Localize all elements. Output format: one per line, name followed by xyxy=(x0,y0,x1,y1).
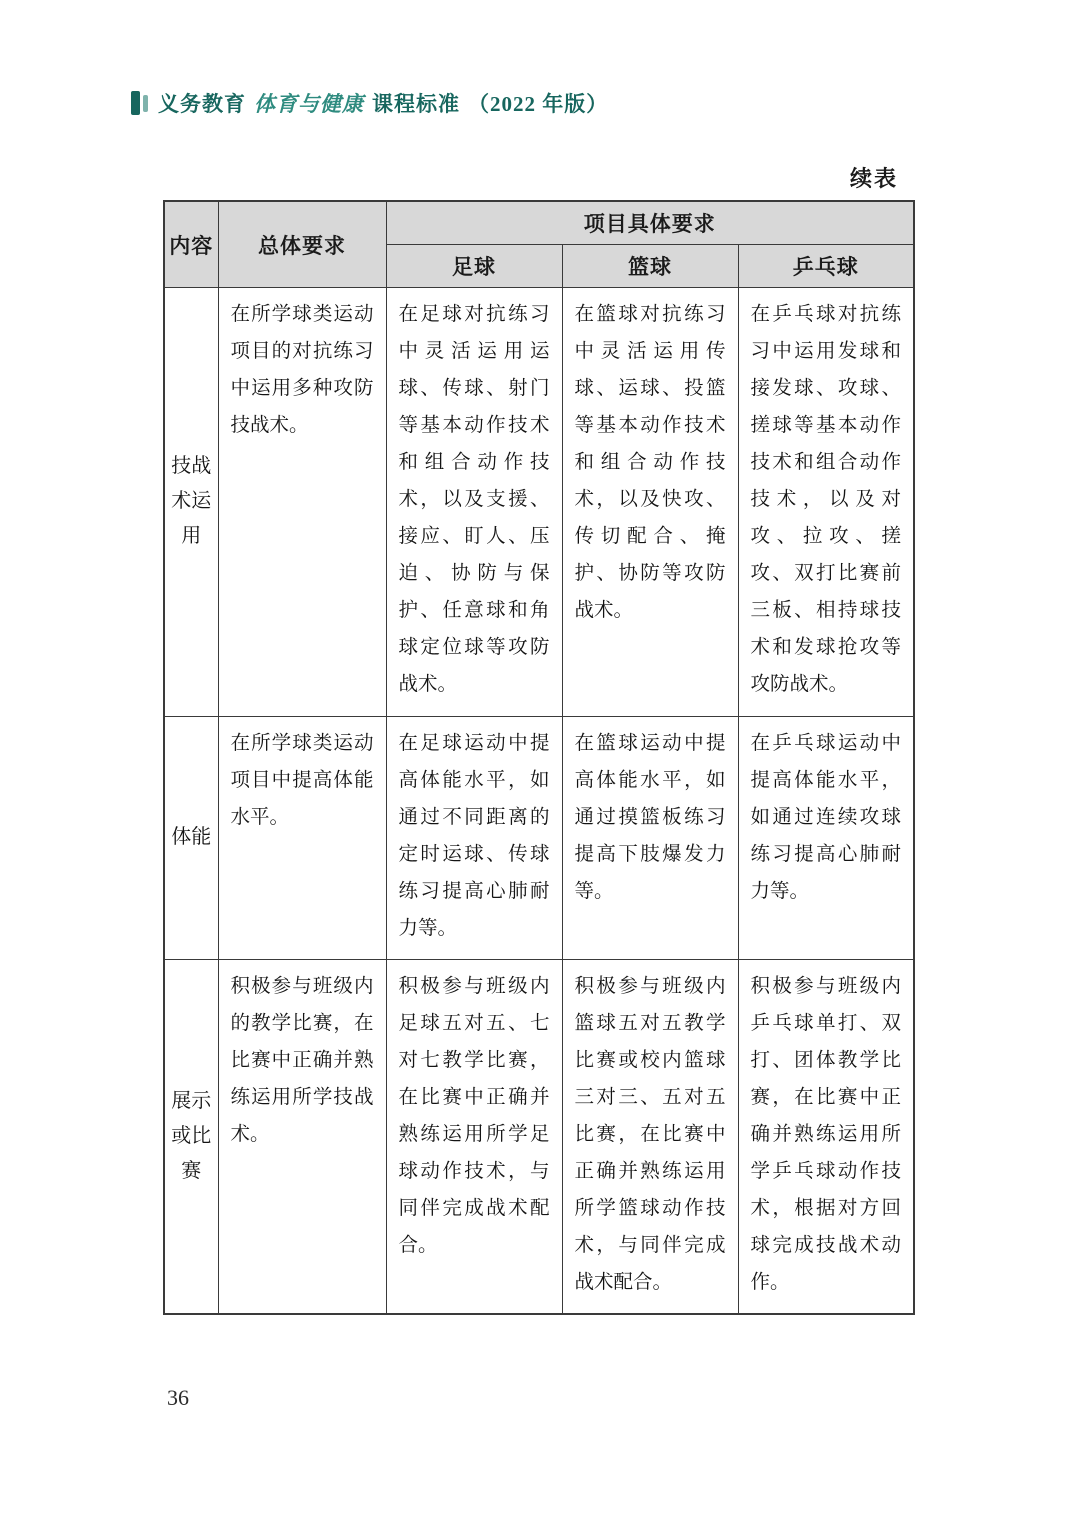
table-row-competition xyxy=(164,959,914,1314)
header-football: 足球 xyxy=(386,245,562,288)
header-suffix: 课程标准 xyxy=(372,92,460,116)
book-mark-icon xyxy=(131,91,148,115)
header-subject: 体育与健康 xyxy=(254,92,364,116)
cell-fitness-content: 体能 xyxy=(164,716,218,959)
header-prefix: 义务教育 xyxy=(158,92,246,116)
cell-tactics-overall: 在所学球类运动项目的对抗练习中运用多种攻防技战术。 xyxy=(218,288,386,717)
cell-tactics-basketball: 在篮球对抗练习中灵活运用传球、运球、投篮等基本动作技术和组合动作技术，以及快攻、传切配合、掩护、协防等攻防战术。 xyxy=(562,288,738,717)
cell-competition-pingpong: 积极参与班级内乒乓球单打、双打、团体教学比赛，在比赛中正确并熟练运用所学乒乓球动作技术，根据对方回球完成技战术动作。 xyxy=(738,959,914,1314)
running-header xyxy=(131,88,608,118)
cell-tactics-content: 技战术运用 xyxy=(164,288,218,717)
cell-competition-content: 展示或比赛 xyxy=(164,959,218,1314)
header-pingpong: 乒乓球 xyxy=(738,245,914,288)
page-number: 36 xyxy=(167,1385,189,1410)
cell-competition-basketball: 积极参与班级内篮球五对五教学比赛或校内篮球三对三、五对五比赛，在比赛中正确并熟练运用所学篮球动作技术，与同伴完成战术配合。 xyxy=(562,959,738,1314)
cell-competition-overall: 积极参与班级内的教学比赛，在比赛中正确并熟练运用所学技战术。 xyxy=(218,959,386,1314)
table-row-tactics xyxy=(164,288,914,717)
cell-tactics-pingpong: 在乒乓球对抗练习中运用发球和接发球、攻球、搓球等基本动作技术和组合动作技术，以及对攻、拉攻、搓攻、双打比赛前三板、相持球技术和发球抢攻等攻防战术。 xyxy=(738,288,914,717)
header-overall: 总体要求 xyxy=(218,201,386,288)
cell-competition-football: 积极参与班级内足球五对五、七对七教学比赛，在比赛中正确并熟练运用所学足球动作技术，与同伴完成战术配合。 xyxy=(386,959,562,1314)
header-edition: （2022 年版） xyxy=(468,92,609,116)
cell-fitness-football: 在足球运动中提高体能水平，如通过不同距离的定时运球、传球练习提高心肺耐力等。 xyxy=(386,716,562,959)
header-specific: 项目具体要求 xyxy=(386,201,914,245)
requirements-table xyxy=(163,200,915,1315)
header-content: 内容 xyxy=(164,201,218,288)
cell-fitness-overall: 在所学球类运动项目中提高体能水平。 xyxy=(218,716,386,959)
table-body xyxy=(164,288,914,1315)
table-row-fitness xyxy=(164,716,914,959)
table-header xyxy=(164,201,914,288)
header-basketball: 篮球 xyxy=(562,245,738,288)
cell-fitness-pingpong: 在乒乓球运动中提高体能水平，如通过连续攻球练习提高心肺耐力等。 xyxy=(738,716,914,959)
header-row-1 xyxy=(164,201,914,245)
cell-tactics-football: 在足球对抗练习中灵活运用运球、传球、射门等基本动作技术和组合动作技术，以及支援、接应、盯人、压迫、协防与保护、任意球和角球定位球等攻防战术。 xyxy=(386,288,562,717)
continued-table-label: 续表 xyxy=(849,166,898,191)
cell-fitness-basketball: 在篮球运动中提高体能水平，如通过摸篮板练习提高下肢爆发力等。 xyxy=(562,716,738,959)
